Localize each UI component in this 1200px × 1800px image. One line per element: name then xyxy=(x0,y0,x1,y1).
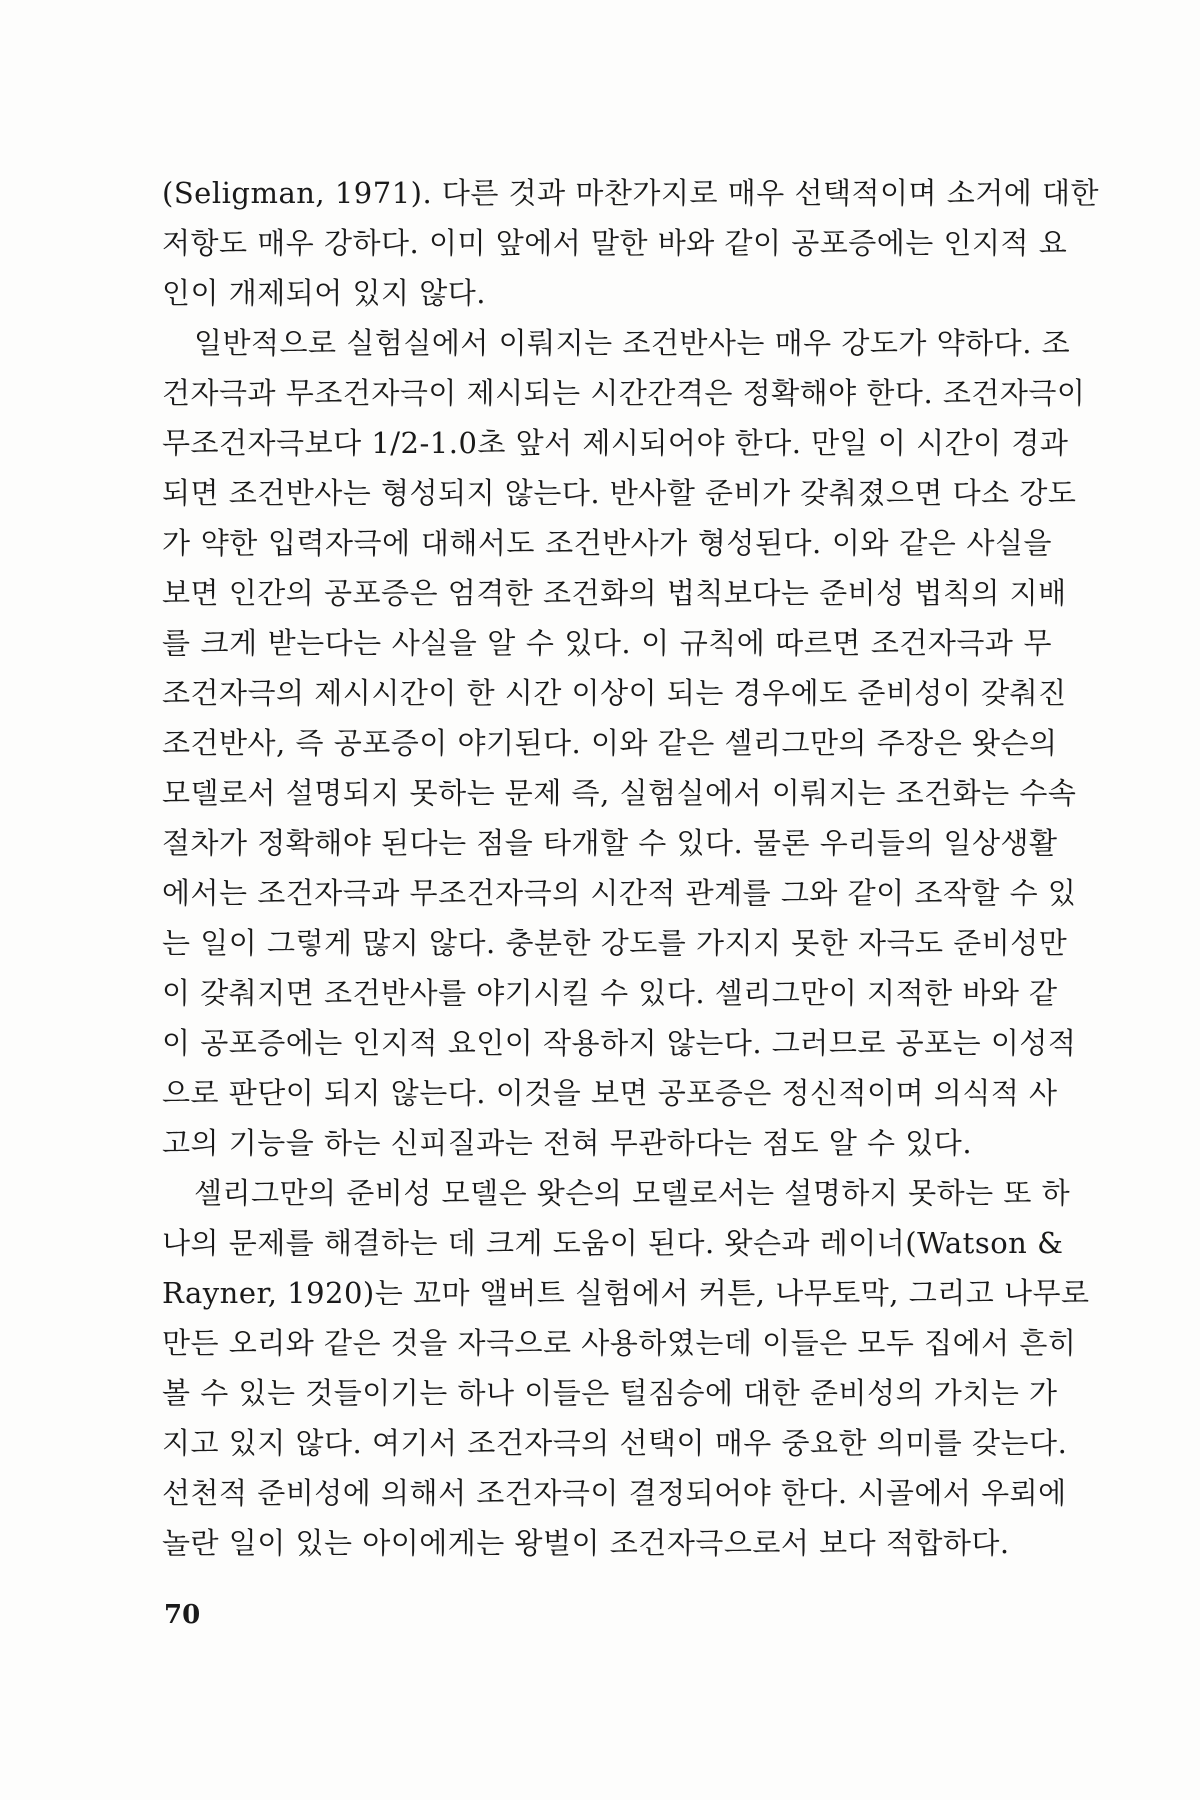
text-line: 으로 판단이 되지 않는다. 이것을 보면 공포증은 정신적이며 의식적 사 xyxy=(162,1076,1058,1110)
text-line: 나의 문제를 해결하는 데 크게 도움이 된다. 왓슨과 레이너(Watson & xyxy=(162,1226,1064,1260)
text-line: 일반적으로 실험실에서 이뤄지는 조건반사는 매우 강도가 약하다. 조 xyxy=(194,326,1071,360)
text-line: 는 일이 그렇게 많지 않다. 충분한 강도를 가지지 못한 자극도 준비성만 xyxy=(162,926,1068,960)
text-line: 건자극과 무조건자극이 제시되는 시간간격은 정확해야 한다. 조건자극이 xyxy=(162,376,1086,410)
page-number: 70 xyxy=(164,1600,201,1630)
body-text xyxy=(162,168,1100,1568)
text-line: 보면 인간의 공포증은 엄격한 조건화의 법칙보다는 준비성 법칙의 지배 xyxy=(162,576,1067,610)
text-line: 에서는 조건자극과 무조건자극의 시간적 관계를 그와 같이 조작할 수 있 xyxy=(162,876,1077,910)
text-line: 저항도 매우 강하다. 이미 앞에서 말한 바와 같이 공포증에는 인지적 요 xyxy=(162,226,1068,260)
paragraph xyxy=(162,168,1100,318)
text-line: 이 공포증에는 인지적 요인이 작용하지 않는다. 그러므로 공포는 이성적 xyxy=(162,1026,1077,1060)
text-line: 조건반사, 즉 공포증이 야기된다. 이와 같은 셀리그만의 주장은 왓슨의 xyxy=(162,726,1058,760)
text-line: 조건자극의 제시시간이 한 시간 이상이 되는 경우에도 준비성이 갖춰진 xyxy=(162,676,1067,710)
paragraph xyxy=(162,318,1086,1168)
text-line: 놀란 일이 있는 아이에게는 왕벌이 조건자극으로서 보다 적합하다. xyxy=(162,1526,1010,1560)
text-line: 절차가 정확해야 된다는 점을 타개할 수 있다. 물론 우리들의 일상생활 xyxy=(162,826,1058,860)
text-line: (Seligman, 1971). 다른 것과 마찬가지로 매우 선택적이며 소거에 대한 xyxy=(162,176,1100,210)
text-line: 셀리그만의 준비성 모델은 왓슨의 모델로서는 설명하지 못하는 또 하 xyxy=(194,1176,1071,1210)
text-line: Rayner, 1920)는 꼬마 앨버트 실험에서 커튼, 나무토막, 그리고 나무로 xyxy=(162,1276,1090,1310)
text-line: 인이 개제되어 있지 않다. xyxy=(162,276,487,310)
text-line: 를 크게 받는다는 사실을 알 수 있다. 이 규칙에 따르면 조건자극과 무 xyxy=(162,626,1052,660)
text-line: 이 갖춰지면 조건반사를 야기시킬 수 있다. 셀리그만이 지적한 바와 같 xyxy=(162,976,1058,1010)
text-line: 만든 오리와 같은 것을 자극으로 사용하였는데 이들은 모두 집에서 흔히 xyxy=(162,1326,1077,1360)
text-line: 가 약한 입력자극에 대해서도 조건반사가 형성된다. 이와 같은 사실을 xyxy=(162,526,1052,560)
text-line: 볼 수 있는 것들이기는 하나 이들은 털짐승에 대한 준비성의 가치는 가 xyxy=(162,1376,1058,1410)
text-line: 지고 있지 않다. 여기서 조건자극의 선택이 매우 중요한 의미를 갖는다. xyxy=(162,1426,1068,1460)
text-line: 모델로서 설명되지 못하는 문제 즉, 실험실에서 이뤄지는 조건화는 수속 xyxy=(162,776,1077,810)
text-line: 무조건자극보다 1/2-1.0초 앞서 제시되어야 한다. 만일 이 시간이 경과 xyxy=(162,426,1069,460)
text-line: 고의 기능을 하는 신피질과는 전혀 무관하다는 점도 알 수 있다. xyxy=(162,1126,973,1160)
text-line: 되면 조건반사는 형성되지 않는다. 반사할 준비가 갖춰졌으면 다소 강도 xyxy=(162,476,1077,510)
text-line: 선천적 준비성에 의해서 조건자극이 결정되어야 한다. 시골에서 우뢰에 xyxy=(162,1476,1067,1510)
paragraph xyxy=(162,1168,1090,1568)
